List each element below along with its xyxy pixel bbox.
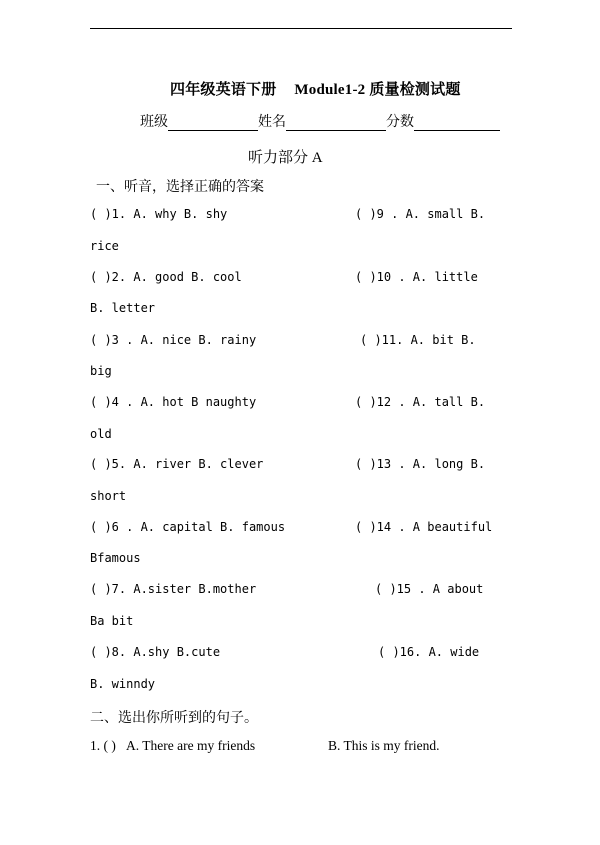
question-11: ( )11. A. bit B. [360, 333, 476, 347]
top-rule [90, 28, 512, 29]
question-4: ( )4 . A. hot B naughty [90, 395, 257, 409]
question-5: ( )5. A. river B. clever [90, 457, 264, 471]
score-blank[interactable] [414, 116, 500, 131]
part2-heading: 二、选出你所听到的句子。 [90, 711, 258, 726]
question-6: ( )6 . A. capital B. famous [90, 520, 286, 534]
part2-q1-option-b: B. This is my friend. [328, 738, 440, 753]
title-part2: Module1-2 质量检测试题 [294, 82, 461, 98]
question-9: ( )9 . A. small B. [355, 207, 486, 221]
question-16-wrap: B. winndy [90, 677, 156, 691]
class-field[interactable] [140, 111, 500, 131]
question-12-wrap: old [90, 427, 112, 441]
question-14-wrap: Bfamous [90, 551, 141, 565]
page-title [170, 78, 461, 99]
question-3: ( )3 . A. nice B. rainy [90, 333, 257, 347]
question-15-wrap: Ba bit [90, 614, 134, 628]
class-blank[interactable] [168, 116, 258, 131]
title-part1: 四年级英语下册 [170, 82, 277, 98]
question-9-wrap: rice [90, 239, 119, 253]
part2-q1-num: 1. ( ) [90, 738, 116, 753]
question-2: ( )2. A. good B. cool [90, 270, 242, 284]
class-label: 班级 [140, 115, 168, 130]
name-label: 姓名 [258, 115, 286, 130]
question-16: ( )16. A. wide [378, 645, 480, 659]
name-blank[interactable] [286, 116, 386, 131]
score-label: 分数 [386, 115, 414, 130]
question-13-wrap: short [90, 489, 127, 503]
part2-q1-option-a: A. There are my friends [126, 738, 256, 753]
question-7: ( )7. A.sister B.mother [90, 582, 257, 596]
question-8: ( )8. A.shy B.cute [90, 645, 221, 659]
question-15: ( )15 . A about [375, 582, 484, 596]
question-10: ( )10 . A. little [355, 270, 478, 284]
question-1: ( )1. A. why B. shy [90, 207, 228, 221]
question-10-wrap: B. letter [90, 301, 156, 315]
question-12: ( )12 . A. tall B. [355, 395, 486, 409]
section-title: 听力部分 A [248, 150, 323, 166]
part1-heading: 一、听音，选择正确的答案 [96, 180, 264, 195]
question-13: ( )13 . A. long B. [355, 457, 486, 471]
part2-question-1 [90, 738, 255, 754]
question-11-wrap: big [90, 364, 112, 378]
question-14: ( )14 . A beautiful [355, 520, 493, 534]
